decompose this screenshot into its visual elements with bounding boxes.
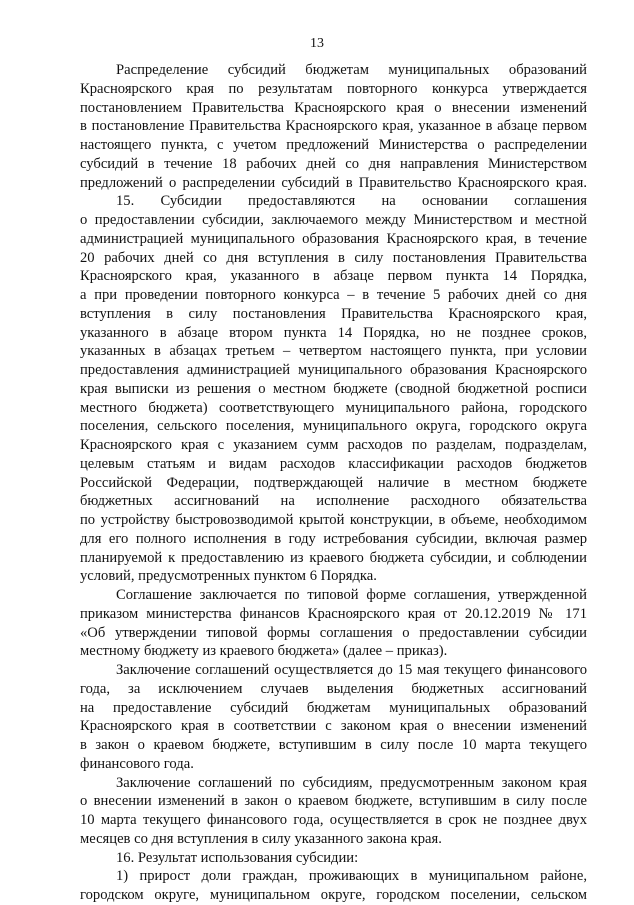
text-line: бюджетных ассигнований на исполнение расходного обязательства [80,493,587,510]
text-line: настоящего пункта, с учетом предложений Министерства о распределении [80,137,587,153]
text-line: 15. Субсидии предоставляются на основании соглашения [116,193,587,210]
text-line: края выписки из решения о местном бюджете (сводной бюджетной росписи [80,380,587,397]
text-line: Заключение соглашений по субсидиям, предусмотренным законом края [116,774,587,791]
text-line: по устройству быстровозводимой крытой конструкции, в объеме, необходимом [80,512,587,528]
document-body [80,61,587,905]
text-line: 1) прирост доли граждан, проживающих в муниципальном районе, [116,868,587,885]
text-line: приказом министерства финансов Красноярского края от 20.12.2019 № 171 [80,605,587,622]
text-line: на предоставление субсидий бюджетам муниципальных образований [80,699,587,716]
text-line: поселения, сельского поселения, муниципального округа, городского округа [80,418,587,435]
text-line: Красноярского края с указанием сумм расходов по разделам, подразделам, [80,437,587,453]
page-number: 13 [310,36,324,51]
text-line: в закон о краевом бюджете, вступившим в силу после 10 марта текущего [80,737,587,753]
text-line: городском округе, муниципальном округе, городском поселении, сельском [80,887,587,903]
text-line: о внесении изменений в закон о краевом бюджете, вступившим в силу после [80,793,587,810]
text-line: Российской Федерации, подтверждающей наличие в местном бюджете [80,474,587,491]
text-line: для его полного исполнения в году истребования субсидии, включая размер [80,530,587,547]
text-line: субсидий в течение 18 рабочих дней со дня направления Министерством [80,155,587,172]
text-line: вступления в силу постановления Правительства Красноярского края, [80,305,587,322]
text-line: указанных в абзацах третьем – четвертом настоящего пункта, при условии [80,343,587,360]
text-line: предоставления администрацией муниципального образования Красноярского [80,362,587,378]
text-line: планируемой к предоставлению из краевого бюджета субсидии, и соблюдении [80,549,587,566]
text-line: целевым статьям и видам расходов классификации расходов бюджетов [80,455,587,472]
text-line: местному бюджету из краевого бюджета» (далее – приказ). [80,643,448,660]
text-line: предложений о распределении субсидий в Правительство Красноярского края. [80,174,587,191]
text-line: условий, предусмотренных пунктом 6 Порядка. [80,568,377,585]
text-line: 16. Результат использования субсидии: [116,849,359,866]
text-line: 20 рабочих дней со дня вступления в силу постановления Правительства [80,249,587,266]
text-line: администрацией муниципального образования Красноярского края, в течение [80,230,587,247]
text-line: Красноярского края по результатам повторного конкурса утверждается [80,80,587,97]
text-line: Заключение соглашений осуществляется до 15 мая текущего финансового [116,662,587,678]
text-line: Красноярского края в соответствии с законом края о внесении изменений [80,718,587,735]
text-line: а при проведении повторного конкурса – в течение 5 рабочих дней со дня [80,287,587,303]
text-line: месяцев со дня вступления в силу указанного закона края. [80,830,442,847]
text-line: о предоставлении субсидии, заключаемого между Министерством и местной [80,212,587,228]
text-line: постановлением Правительства Красноярского края о внесении изменений [80,99,587,116]
text-line: финансового года. [80,755,194,772]
text-line: 10 марта текущего финансового года, осуществляется в срок не позднее двух [80,812,587,828]
text-line: местного бюджета) соответствующего муниципального района, городского [80,399,587,416]
text-line: года, за исключением случаев выделения бюджетных ассигнований [80,680,587,697]
text-line: «Об утверждении типовой формы соглашения о предоставлении субсидии [80,624,587,641]
text-line: в постановление Правительства Красноярского края, указанное в абзаце первом [80,118,587,135]
text-line: Распределение субсидий бюджетам муниципальных образований [116,62,587,78]
text-line: Красноярского края, указанного в абзаце первом пункта 14 Порядка, [80,268,587,285]
text-line: Соглашение заключается по типовой форме соглашения, утвержденной [116,587,587,603]
text-line: указанного в абзаце втором пункта 14 Порядка, но не позднее сроков, [80,324,587,341]
